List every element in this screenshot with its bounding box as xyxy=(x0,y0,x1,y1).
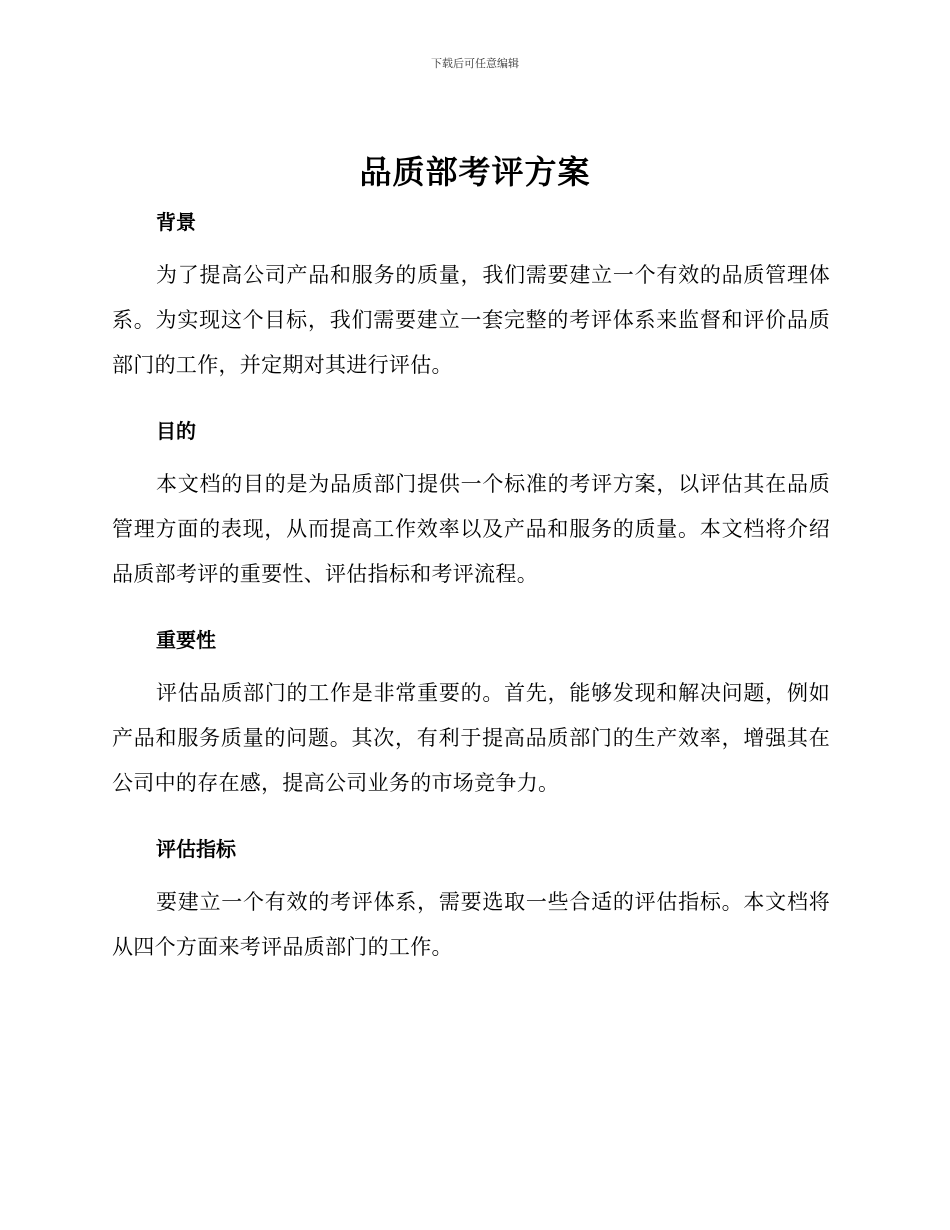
section-heading: 目的 xyxy=(156,419,196,443)
section-background xyxy=(112,205,830,388)
section-purpose xyxy=(112,414,830,597)
section-paragraph: 本文档的目的是为品质部门提供一个标准的考评方案，以评估其在品质管理方面的表现，从而提高工作效率以及产品和服务的质量。本文档将介绍品质部考评的重要性、评估指标和考评流程。 xyxy=(112,472,830,586)
section-importance xyxy=(112,623,830,806)
document-content xyxy=(112,205,830,996)
section-paragraph: 评估品质部门的工作是非常重要的。首先，能够发现和解决问题，例如产品和服务质量的问题。其次，有利于提高品质部门的生产效率，增强其在公司中的存在感，提高公司业务的市场竞争力。 xyxy=(112,681,830,795)
document-title: 品质部考评方案 xyxy=(359,153,591,191)
section-heading: 重要性 xyxy=(156,628,216,652)
section-heading: 评估指标 xyxy=(156,837,236,861)
section-indicators xyxy=(112,832,830,970)
section-heading: 背景 xyxy=(156,210,196,234)
section-paragraph: 要建立一个有效的考评体系，需要选取一些合适的评估指标。本文档将从四个方面来考评品质部门的工作。 xyxy=(112,890,830,959)
header-note: 下载后可任意编辑 xyxy=(431,57,519,70)
section-paragraph: 为了提高公司产品和服务的质量，我们需要建立一个有效的品质管理体系。为实现这个目标，我们需要建立一套完整的考评体系来监督和评价品质部门的工作，并定期对其进行评估。 xyxy=(112,263,830,377)
